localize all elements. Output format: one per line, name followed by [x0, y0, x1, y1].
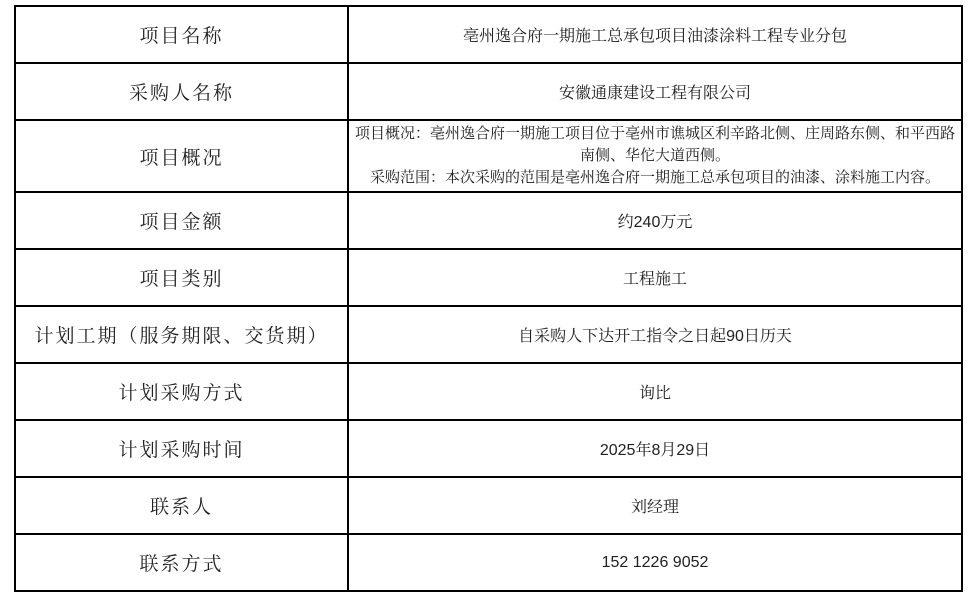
row-label: 采购人名称: [15, 63, 348, 120]
row-value: 约240万元: [348, 192, 962, 249]
row-label: 计划工期（服务期限、交货期）: [15, 306, 348, 363]
row-label: 项目类别: [15, 249, 348, 306]
row-value: [348, 120, 962, 192]
row-label: 项目名称: [15, 6, 348, 63]
row-value: 自采购人下达开工指令之日起90日历天: [348, 306, 962, 363]
row-label: 计划采购方式: [15, 363, 348, 420]
table-row: [15, 306, 962, 363]
table-row: [15, 6, 962, 63]
procurement-info-table: [14, 5, 963, 592]
table-row: [15, 534, 962, 591]
row-value: 亳州逸合府一期施工总承包项目油漆涂料工程专业分包: [348, 6, 962, 63]
row-value: 2025年8月29日: [348, 420, 962, 477]
row-value: 刘经理: [348, 477, 962, 534]
row-value: 安徽通康建设工程有限公司: [348, 63, 962, 120]
row-value: 工程施工: [348, 249, 962, 306]
row-label: 联系方式: [15, 534, 348, 591]
row-value: 152 1226 9052: [348, 534, 962, 591]
row-value: 询比: [348, 363, 962, 420]
row-label: 项目金额: [15, 192, 348, 249]
table-row: [15, 363, 962, 420]
row-label: 联系人: [15, 477, 348, 534]
row-label: 计划采购时间: [15, 420, 348, 477]
procurement-table-body: [15, 6, 962, 591]
table-row: [15, 249, 962, 306]
row-label: 项目概况: [15, 120, 348, 192]
table-row: [15, 420, 962, 477]
procurement-info-panel: [14, 5, 961, 592]
overview-paragraph: 项目概况：亳州逸合府一期施工项目位于亳州市谯城区利辛路北侧、庄周路东侧、和平西路南侧、华佗大道西侧。: [354, 125, 955, 164]
table-row: [15, 477, 962, 534]
table-row: [15, 120, 962, 192]
table-row: [15, 63, 962, 120]
table-row: [15, 192, 962, 249]
overview-paragraph: 采购范围：本次采购的范围是亳州逸合府一期施工总承包项目的油漆、涂料施工内容。: [369, 169, 940, 186]
